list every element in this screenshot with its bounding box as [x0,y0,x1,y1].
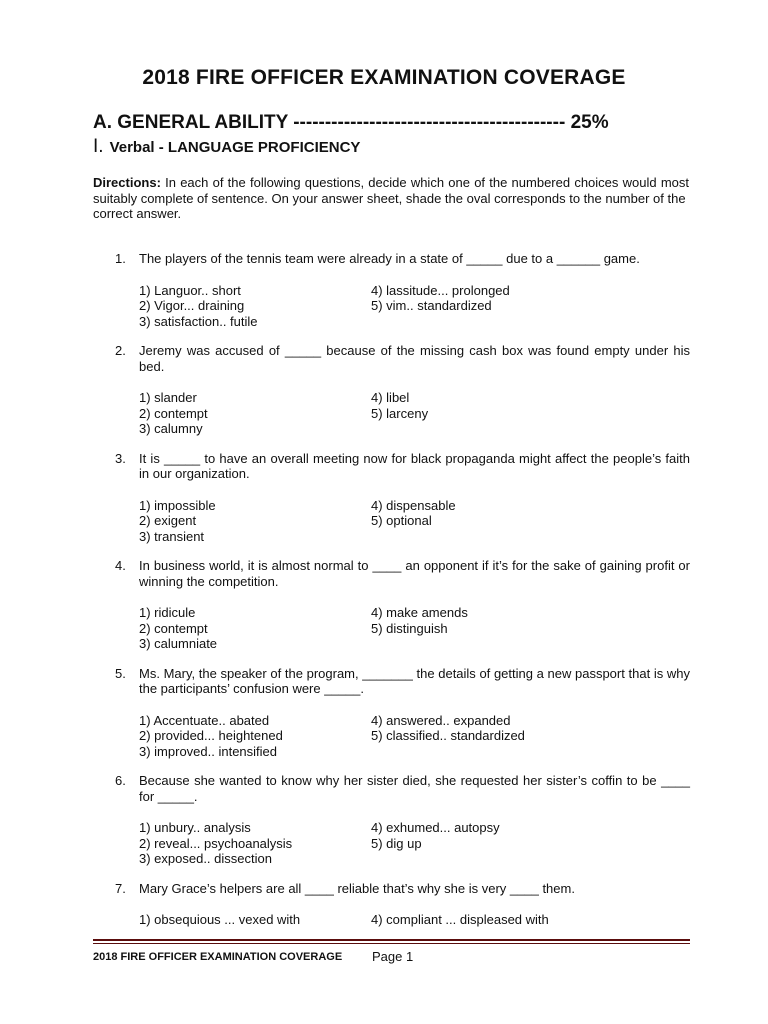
question-stem [115,343,690,374]
answer-option [371,314,690,330]
question-item [0,773,768,867]
answer-option: 4) lassitude... prolonged [371,282,510,298]
directions-text: In each of the following questions, decide which one of the numbered choices would most suitably complete of sentence. On your answer sheet, shade the oval corresponds to the number of the [93,175,689,206]
answer-option: 3) improved.. intensified [139,743,278,759]
section-i-heading [93,136,693,158]
question-stem [115,251,690,267]
answer-option: 3) transient [139,528,205,544]
answer-options [139,283,690,330]
question-stem [115,558,690,589]
question-item [0,451,768,545]
answer-option: 2) reveal... psychoanalysis [139,835,293,851]
directions-tail: correct answer. [93,206,182,221]
question-item [0,558,768,652]
page-number: Page 1 [372,949,414,964]
question-text: In business world, it is almost normal to ____ an opponent if it’s for the sake of gaining profit or winning the competition. [139,558,690,589]
question-text: Mary Grace’s helpers are all ____ reliable that’s why she is very ____ them. [139,880,575,896]
answer-option: 2) contempt [139,620,208,636]
question-text: Jeremy was accused of _____ because of the missing cash box was found empty under his bed. [139,343,690,374]
answer-option [371,636,690,652]
footer-divider-thin [93,943,690,944]
answer-options [139,605,690,652]
answer-option: 1) obsequious ... vexed with [139,912,301,927]
answer-option: 4) libel [371,390,410,405]
answer-option: 3) calumniate [139,636,218,651]
question-text: The players of the tennis team were already in a state of _____ due to a ______ game. [139,251,640,266]
answer-options [139,820,690,867]
directions-lead: Directions: [93,175,161,190]
answer-options [139,912,690,928]
answer-option [371,421,690,437]
question-number: 5. [115,665,126,681]
directions-body [93,175,689,206]
question-number: 4. [115,558,126,573]
answer-option: 4) compliant ... displeased with [371,912,549,927]
answer-option: 2) contempt [139,405,208,421]
question-number: 6. [115,773,126,788]
question-number: 3. [115,450,126,466]
answer-option: 3) satisfaction.. futile [139,313,258,329]
answer-option: 2) provided... heightened [139,728,283,743]
answer-option: 1) slander [139,390,197,405]
answer-option: 4) exhumed... autopsy [371,820,500,835]
answer-option: 4) make amends [371,605,468,620]
answer-option: 1) impossible [139,497,216,513]
answer-option: 4) dispensable [371,497,456,513]
answer-option: 1) ridicule [139,605,196,620]
question-stem [115,450,690,482]
question-stem [115,665,690,697]
section-i-roman: I. [93,136,104,157]
answer-options [139,713,690,760]
answer-option: 5) vim.. standardized [371,298,492,313]
answer-option: 4) answered.. expanded [371,712,511,728]
answer-option: 5) distinguish [371,620,448,636]
answer-options [139,498,690,545]
section-a-heading: A. GENERAL ABILITY ------------------------------------------- 25% [93,112,609,133]
answer-option: 2) exigent [139,513,197,528]
answer-options [139,390,690,437]
footer-divider [93,939,690,941]
question-item [0,881,768,928]
question-number: 2. [115,343,126,358]
answer-option [371,744,690,760]
question-stem [115,880,690,897]
footer-title: 2018 FIRE OFFICER EXAMINATION COVERAGE [93,951,343,963]
question-item [0,666,768,760]
answer-option [371,529,690,545]
question-item [0,251,768,329]
answer-option: 5) classified.. standardized [371,728,525,743]
question-item [0,343,768,437]
answer-option: 1) Languor.. short [139,282,241,298]
section-i-label: Verbal - LANGUAGE PROFICIENCY [109,139,361,156]
question-stem [115,773,690,804]
answer-option: 5) optional [371,513,432,528]
question-text: It is _____ to have an overall meeting now for black propaganda might affect the people’s faith in our organization. [139,450,690,481]
answer-option [371,851,690,867]
question-number: 7. [115,880,126,896]
question-list [0,251,768,942]
answer-option: 5) dig up [371,835,422,851]
answer-option: 1) unbury.. analysis [139,820,251,835]
directions-paragraph [93,175,689,222]
question-text: Ms. Mary, the speaker of the program, _______ the details of getting a new passport that is why the participants’ confusion were _____. [139,665,690,696]
answer-option: 2) Vigor... draining [139,298,245,313]
answer-option: 1) Accentuate.. abated [139,712,270,728]
question-number: 1. [115,251,126,266]
page-title: 2018 FIRE OFFICER EXAMINATION COVERAGE [142,66,626,89]
answer-option: 3) exposed.. dissection [139,851,272,866]
answer-option: 3) calumny [139,421,203,436]
question-text: Because she wanted to know why her sister died, she requested her sister’s coffin to be ____ for _____. [139,773,690,804]
answer-option: 5) larceny [371,405,429,421]
